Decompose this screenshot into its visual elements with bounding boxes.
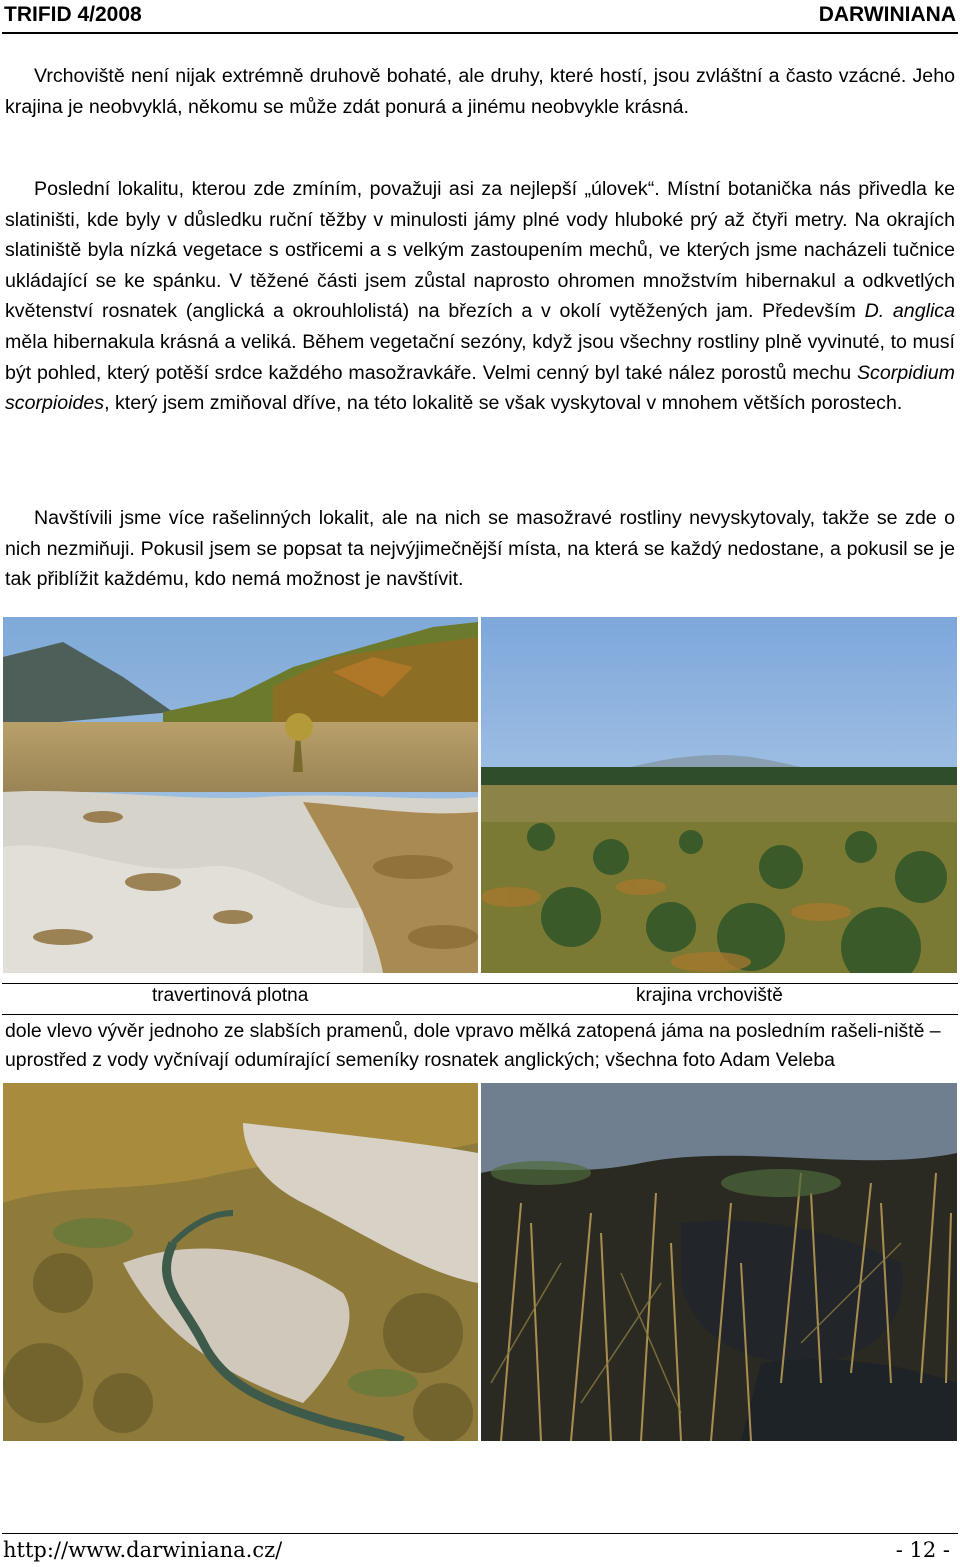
photo-flooded-pit	[481, 1083, 957, 1441]
species-name-scorpidium: Scorpidium scorpioides	[5, 361, 955, 415]
footer-url[interactable]: http://www.darwiniana.cz/	[3, 1538, 283, 1562]
paragraph-2-text-c: , který jsem zmiňoval dříve, na této lokalitě se však vyskytoval v mnohem větších porostech.	[104, 392, 903, 415]
species-name-drosera-anglica: D. anglica	[864, 300, 955, 323]
caption-bottom-photos: dole vlevo vývěr jednoho ze slabších pramenů, dole vpravo mělká zatopená jáma na posledním rašeli-niště – uprostřed z vody vyčnívají odumírající semeníky rosnatek anglických; všechna foto Adam Veleba	[5, 1020, 941, 1071]
paragraph-1: Vrchoviště není nijak extrémně druhově bohaté, ale druhy, které hostí, jsou zvláštní a často vzácné. Jeho krajina je neobvyklá, někomu se může zdát ponurá a jinému neobvykle krásná.	[5, 65, 955, 118]
photo-bog-landscape	[481, 617, 957, 973]
photo-spring-outflow	[3, 1083, 478, 1441]
page-number: - 12 -	[895, 1538, 950, 1562]
paragraph-2-text-a: Poslední lokalitu, kterou zde zmíním, považuji asi za nejlepší „úlovek“. Místní botanička nás přivedla ke slatiništi, kde byly v důsledku ruční těžby v minulosti jámy plné vody hluboké prý až čtyři metry. Na okrajích slatiniště byla nízká vegetace s ostřicemi a s velkým zastoupením mechů, ve kterých jsme nacházeli tučnice ukládající se ke spánku. V těžené části jsem zůstal naprosto ohromen množstvím hibernakul a odkvetlých květenství rosnatek (anglická a okrouhlolistá) na březích a v okolí vytěžených jam. Především	[5, 178, 955, 323]
paragraph-2	[5, 174, 955, 419]
caption-travertine: travertinová plotna	[152, 985, 309, 1006]
paragraph-2-text-b: měla hibernakula krásná a veliká. Během vegetační sezóny, když jsou všechny rostliny plně vyvinuté, to musí být pohled, který potěší srdce každého masožravkáře. Velmi cenný byl také nález porostů mechu	[5, 330, 955, 384]
paragraph-3: Navštívili jsme více rašelinných lokalit, ale na nich se masožravé rostliny nevyskytovaly, takže se zde o nich nezmiňuji. Pokusil jsem se popsat ta nejvýjimečnější místa, na která se každý nedostane, a pokusil se je tak přiblížit každému, kdo nemá možnost je navštívit.	[5, 507, 955, 591]
page-header	[0, 0, 960, 31]
journal-issue: TRIFID 4/2008	[4, 3, 142, 26]
journal-name: DARWINIANA	[818, 3, 956, 26]
caption-bog: krajina vrchoviště	[636, 985, 783, 1006]
header-rule	[2, 32, 958, 34]
caption-rule-top	[2, 983, 958, 984]
photo-travertine-plate	[3, 617, 478, 973]
caption-rule-bottom	[2, 1014, 958, 1015]
footer-rule	[2, 1533, 958, 1534]
